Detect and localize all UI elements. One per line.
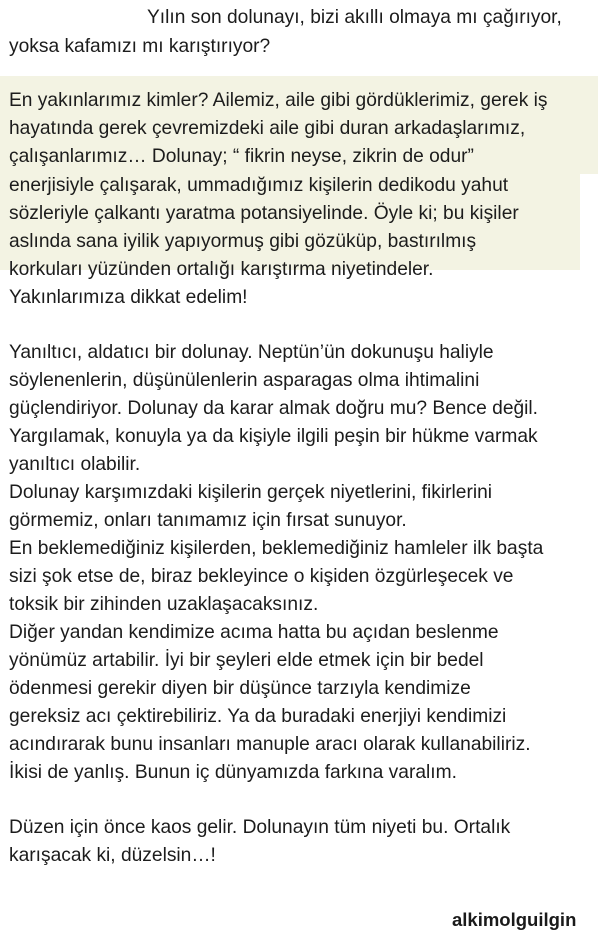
paragraph2-line: toksik bir zihinden uzaklaşacaksınız. xyxy=(9,594,319,615)
paragraph2-line: görmemiz, onları tanımamız için fırsat sunuyor. xyxy=(9,510,407,531)
paragraph2-line: yanıltıcı olabilir. xyxy=(9,454,141,475)
paragraph1-line: hayatında gerek çevremizdeki aile gibi duran arkadaşlarımız, xyxy=(9,118,526,139)
paragraph3-line: karışacak ki, düzelsin…! xyxy=(9,845,216,866)
paragraph3-line: Düzen için önce kaos gelir. Dolunayın tüm niyeti bu. Ortalık xyxy=(9,817,511,838)
intro-line: yoksa kafamızı mı karıştırıyor? xyxy=(9,36,271,57)
paragraph2-line: Dolunay karşımızdaki kişilerin gerçek niyetlerini, fikirlerini xyxy=(9,482,493,503)
paragraph1-line: çalışanlarımız… Dolunay; “ fikrin neyse, zikrin de odur” xyxy=(9,146,474,167)
paragraph1-line: aslında sana iyilik yapıyormuş gibi gözüküp, bastırılmış xyxy=(9,231,477,252)
paragraph1-line: sözleriyle çalkantı yaratma potansiyelinde. Öyle ki; bu kişiler xyxy=(9,203,519,224)
paragraph2-line: En beklemediğiniz kişilerden, beklemediğiniz hamleler ilk başta xyxy=(9,538,544,559)
paragraph2-line: acındırarak bunu insanları manuple aracı olarak kullanabiliriz. xyxy=(9,734,531,755)
paragraph1-line: Yakınlarımıza dikkat edelim! xyxy=(9,287,248,308)
paragraph2-line: gereksiz acı çektirebiliriz. Ya da buradaki enerjiyi kendimizi xyxy=(9,706,507,727)
paragraph2-line: yönümüz artabilir. İyi bir şeyleri elde etmek için bir bedel xyxy=(9,650,484,671)
paragraph2-line: Yargılamak, konuyla ya da kişiyle ilgili peşin bir hükme varmak xyxy=(9,426,538,447)
paragraph1-line: enerjisiyle çalışarak, ummadığımız kişilerin dedikodu yahut xyxy=(9,175,509,196)
paragraph2-line: ödenmesi gerekir diyen bir düşünce tarzıyla kendimize xyxy=(9,678,471,699)
paragraph1-line: korkuları yüzünden ortalığı karıştırma niyetindeler. xyxy=(9,259,434,280)
intro-line: Yılın son dolunayı, bizi akıllı olmaya mı çağırıyor, xyxy=(147,7,562,28)
paragraph2-line: İkisi de yanlış. Bunun iç dünyamızda farkına varalım. xyxy=(9,762,457,783)
author-signature: alkimolguilgin xyxy=(452,909,577,930)
paragraph2-line: güçlendiriyor. Dolunay da karar almak doğru mu? Bence değil. xyxy=(9,398,539,419)
paragraph2-line: Yanıltıcı, aldatıcı bir dolunay. Neptün’ün dokunuşu haliyle xyxy=(9,342,494,363)
paragraph2-line: sizi şok etse de, biraz bekleyince o kişiden özgürleşecek ve xyxy=(9,566,514,587)
paragraph2-line: söylenenlerin, düşünülenlerin asparagas olma ihtimalini xyxy=(9,370,480,391)
paragraph1-line: En yakınlarımız kimler? Ailemiz, aile gibi gördüklerimiz, gerek iş xyxy=(9,90,548,111)
paragraph2-line: Diğer yandan kendimize acıma hatta bu açıdan beslenme xyxy=(9,622,499,643)
